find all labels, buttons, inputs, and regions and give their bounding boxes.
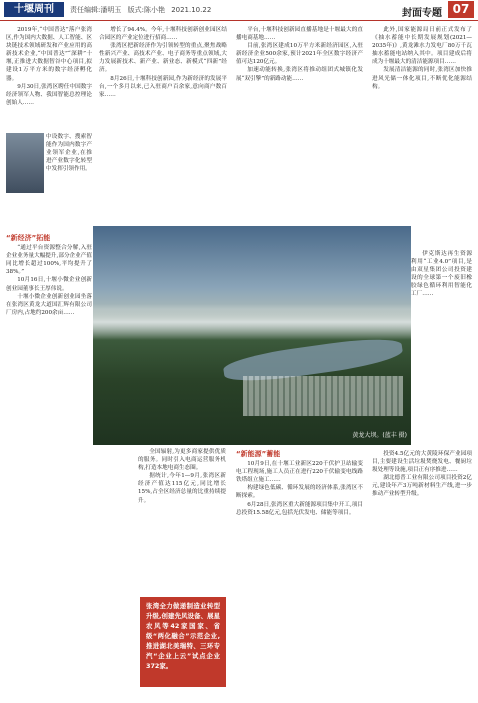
inline-photo — [6, 133, 44, 193]
paragraph: 目前,张湾区建成10万平方米新经济园区,入驻新经济企业500余家,预计2021年全区数字经济产值可达120亿元。 — [236, 43, 363, 66]
newspaper-masthead: 十堰周刊 — [4, 2, 64, 17]
paragraph: 加速动能转换,张湾区将推动组团式城镇化发展“双引擎”的新路动能…… — [236, 67, 363, 82]
paragraph: 增长了94.4%。今年,十堰科技创新创业园区结合园区的产业定位进行招商…… — [99, 27, 227, 42]
designer-credit: 版式:陈小艳 — [127, 6, 165, 14]
paragraph: 十堰小微企业创新创业园坐落在张湾区黄龙大道国汇辉有限公司厂房内,占地约200余亩…… — [6, 293, 92, 316]
column-2-lower — [138, 448, 226, 594]
paragraph: 投资4.5亿元的大黄陵环保产业园项目,主要建设生活垃圾焚烧发电、餐厨垃圾处理等设施,项目正有序推进…… — [372, 451, 472, 474]
column-4-lower — [372, 450, 472, 695]
page-header — [0, 0, 478, 21]
photo-caption: 黄龙大坝。(蓝丰 摄) — [352, 432, 407, 439]
column-1 — [6, 26, 92, 696]
paragraph: 构建绿色低碳、循环发展的经济体系,张湾区不断探索。 — [236, 485, 363, 500]
paragraph: 据统计,今年1—9月,张湾区新经济产值达115亿元,同比增长15%,占全区经济总量的比重持续提升。 — [138, 473, 226, 504]
paragraph: 此外,国家能源局日前正式发布了《抽水蓄能中长期发展规划(2021—2035年)》,黄龙滩水力发电厂80万千瓦抽水蓄能电站纳入其中。项目建成后将成为十堰最大的清洁能源项目…… — [372, 27, 472, 66]
paragraph: 湖北德普工业有限公司项目投资2亿元,建设年产3万吨新材料生产线,进一步推动产业转型升级。 — [372, 475, 472, 498]
paragraph: 平台,十堰科技创新园直播基地是十堰最大的直播电商基地…… — [236, 27, 363, 42]
paragraph: 8月26日,十堰科技创新园,作为新经济的发展平台,一个多月以来,已入驻商户百余家,意向商户数百家…… — [99, 75, 227, 98]
paragraph: 全国辐射,为更多商家提供优质的服务。同时引入电商运营服务机构,打造本地电商生态圈。 — [138, 449, 226, 472]
issue-date: 2021.10.22 — [171, 6, 212, 14]
column-4 — [372, 26, 472, 250]
paragraph: 6月28日,张湾区重大新能源项目集中开工,项目总投资15.58亿元,包括光伏发电、储能等项目。 — [236, 501, 363, 516]
paragraph: 2019年,“中国普达”落户张湾区,作为国内大数据、人工智能、区块链技术领域研发和产业应用的高新技术企业,“中国普达”“深耕”十堰,正推进大数据智谷中心项目,拟建设1万平方米的数字经济孵化器。 — [6, 27, 92, 82]
page-number: 07 — [448, 1, 474, 18]
column-4-inset-text — [411, 250, 472, 448]
editor-credit: 责任编辑:潘明玉 — [70, 6, 122, 14]
highlight-callout: 张湾全力做递制造业转型升级,创建先风设备、展星农风等42家国家、省级“两化融合”示范企业,推进湖北美瑞特、三环专汽“企业上云”试点企业372家。 — [140, 597, 226, 687]
page-meta — [70, 5, 215, 15]
subheading-new-economy: “新经济”拓能 — [6, 233, 51, 242]
section-title: 封面专题 — [402, 8, 442, 19]
column-3-lower — [236, 448, 363, 698]
column-2 — [99, 26, 227, 249]
paragraph: 张湾区把新经济作为引领转型的重点,聚焦战略性新兴产业、高技术产业、电子商务等重点领域,大力发展新技术、新产业、新业态、新模式“四新”经济。 — [99, 43, 227, 74]
paragraph: 9月30日,张湾区聘任中国数字经济领军人物、我国智能总控理论创始人…… — [6, 83, 92, 106]
column-1-inset-text: 中设数字、搜索智能作为国内数字产业领军企业,在推进产业数字化转型中发挥引领作用。 — [46, 134, 92, 173]
paragraph: 伊克斯达再生资源利用“工业4.0”项目,是由双星集团公司投资建设的全球第一个废旧橡胶绿色循环利用智能化工厂…… — [411, 251, 472, 298]
paragraph: “通过平台资源整合分解,入驻企业业务量大幅提升,部分企业产值同比增长超过100%,平均提升了38%。” — [6, 245, 92, 276]
subheading-new-energy: “新能源”蓄能 — [236, 450, 281, 458]
paragraph: 10月16日,十堰小微企业创新创业园董事长王厚伟说。 — [6, 277, 92, 292]
dam-photo — [93, 226, 411, 445]
paragraph: 发展清洁能源的同时,张湾区加快推进风光储一体化项目,不断优化能源结构。 — [372, 67, 472, 90]
paragraph: 10月9日,在十堰工业新区220千伏护卫站输变电工程现场,施工人员正在进行220千伏输变电线路铁塔组立施工…… — [236, 461, 363, 484]
column-3 — [236, 26, 363, 249]
